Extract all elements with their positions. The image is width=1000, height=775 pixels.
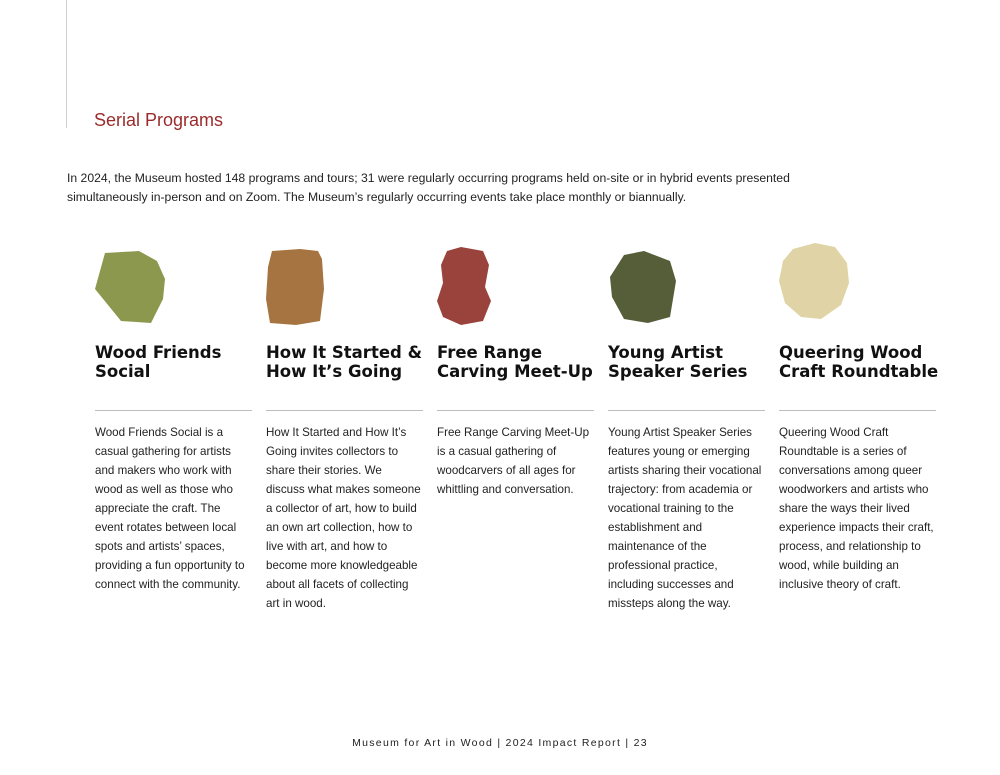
divider [95, 410, 252, 411]
program-description: Queering Wood Craft Roundtable is a series of conversations among queer woodworkers and artists who share the ways their lived experience impacts their craft, process, and relationship to wood, while building an inclusive theory of craft. [779, 426, 934, 591]
blob-shape [437, 247, 491, 325]
polygon-blob-icon [608, 243, 692, 327]
rounded-blob-icon [266, 243, 350, 327]
divider [608, 410, 765, 411]
round-blob-icon [779, 243, 863, 327]
margin-rule [66, 0, 67, 128]
blob-shape [95, 251, 165, 323]
blob-shape [610, 251, 676, 323]
program-description: How It Started and How It’s Going invites collectors to share their stories. We discuss what makes someone a collector of art, how to build an own art collection, how to live with art, and how to become more knowledgeable about all facets of collecting art in wood. [266, 426, 421, 610]
program-title: How It Started & How It’s Going [266, 343, 422, 381]
program-how-it-started [266, 243, 423, 610]
octagon-blob-icon [95, 243, 179, 327]
program-title: Wood Friends Social [95, 343, 222, 381]
page-footer: Museum for Art in Wood | 2024 Impact Report | 23 [352, 737, 648, 749]
program-description: Free Range Carving Meet-Up is a casual gathering of woodcarvers of all ages for whittling and conversation. [437, 426, 590, 496]
divider [437, 410, 594, 411]
program-description: Wood Friends Social is a casual gathering for artists and makers who work with wood as well as those who appreciate the craft. The event rotates between local spots and artists’ spaces, providing a fun opportunity to connect with the community. [95, 426, 245, 591]
intro-paragraph: In 2024, the Museum hosted 148 programs and tours; 31 were regularly occurring programs held on-site or in hybrid events presented simultaneously in-person and on Zoom. The Museum’s regularly occurring events take place monthly or biannually. [67, 171, 790, 204]
program-queering-wood-craft [779, 243, 939, 591]
program-young-artist-speaker-series [608, 243, 765, 610]
pebble-blob-icon [437, 243, 521, 327]
divider [779, 410, 936, 411]
program-free-range-carving [437, 243, 594, 496]
blob-shape [266, 249, 324, 325]
program-title: Queering Wood Craft Roundtable [779, 343, 939, 381]
program-description: Young Artist Speaker Series features young or emerging artists sharing their vocational trajectory: from academia or vocational training to the establishment and maintenance of the professional practice, including successes and missteps along the way. [608, 426, 762, 610]
program-title: Free Range Carving Meet-Up [437, 343, 593, 381]
section-title: Serial Programs [94, 110, 224, 130]
divider [266, 410, 423, 411]
program-wood-friends-social [95, 243, 252, 591]
program-title: Young Artist Speaker Series [608, 343, 748, 381]
blob-shape [779, 243, 849, 319]
